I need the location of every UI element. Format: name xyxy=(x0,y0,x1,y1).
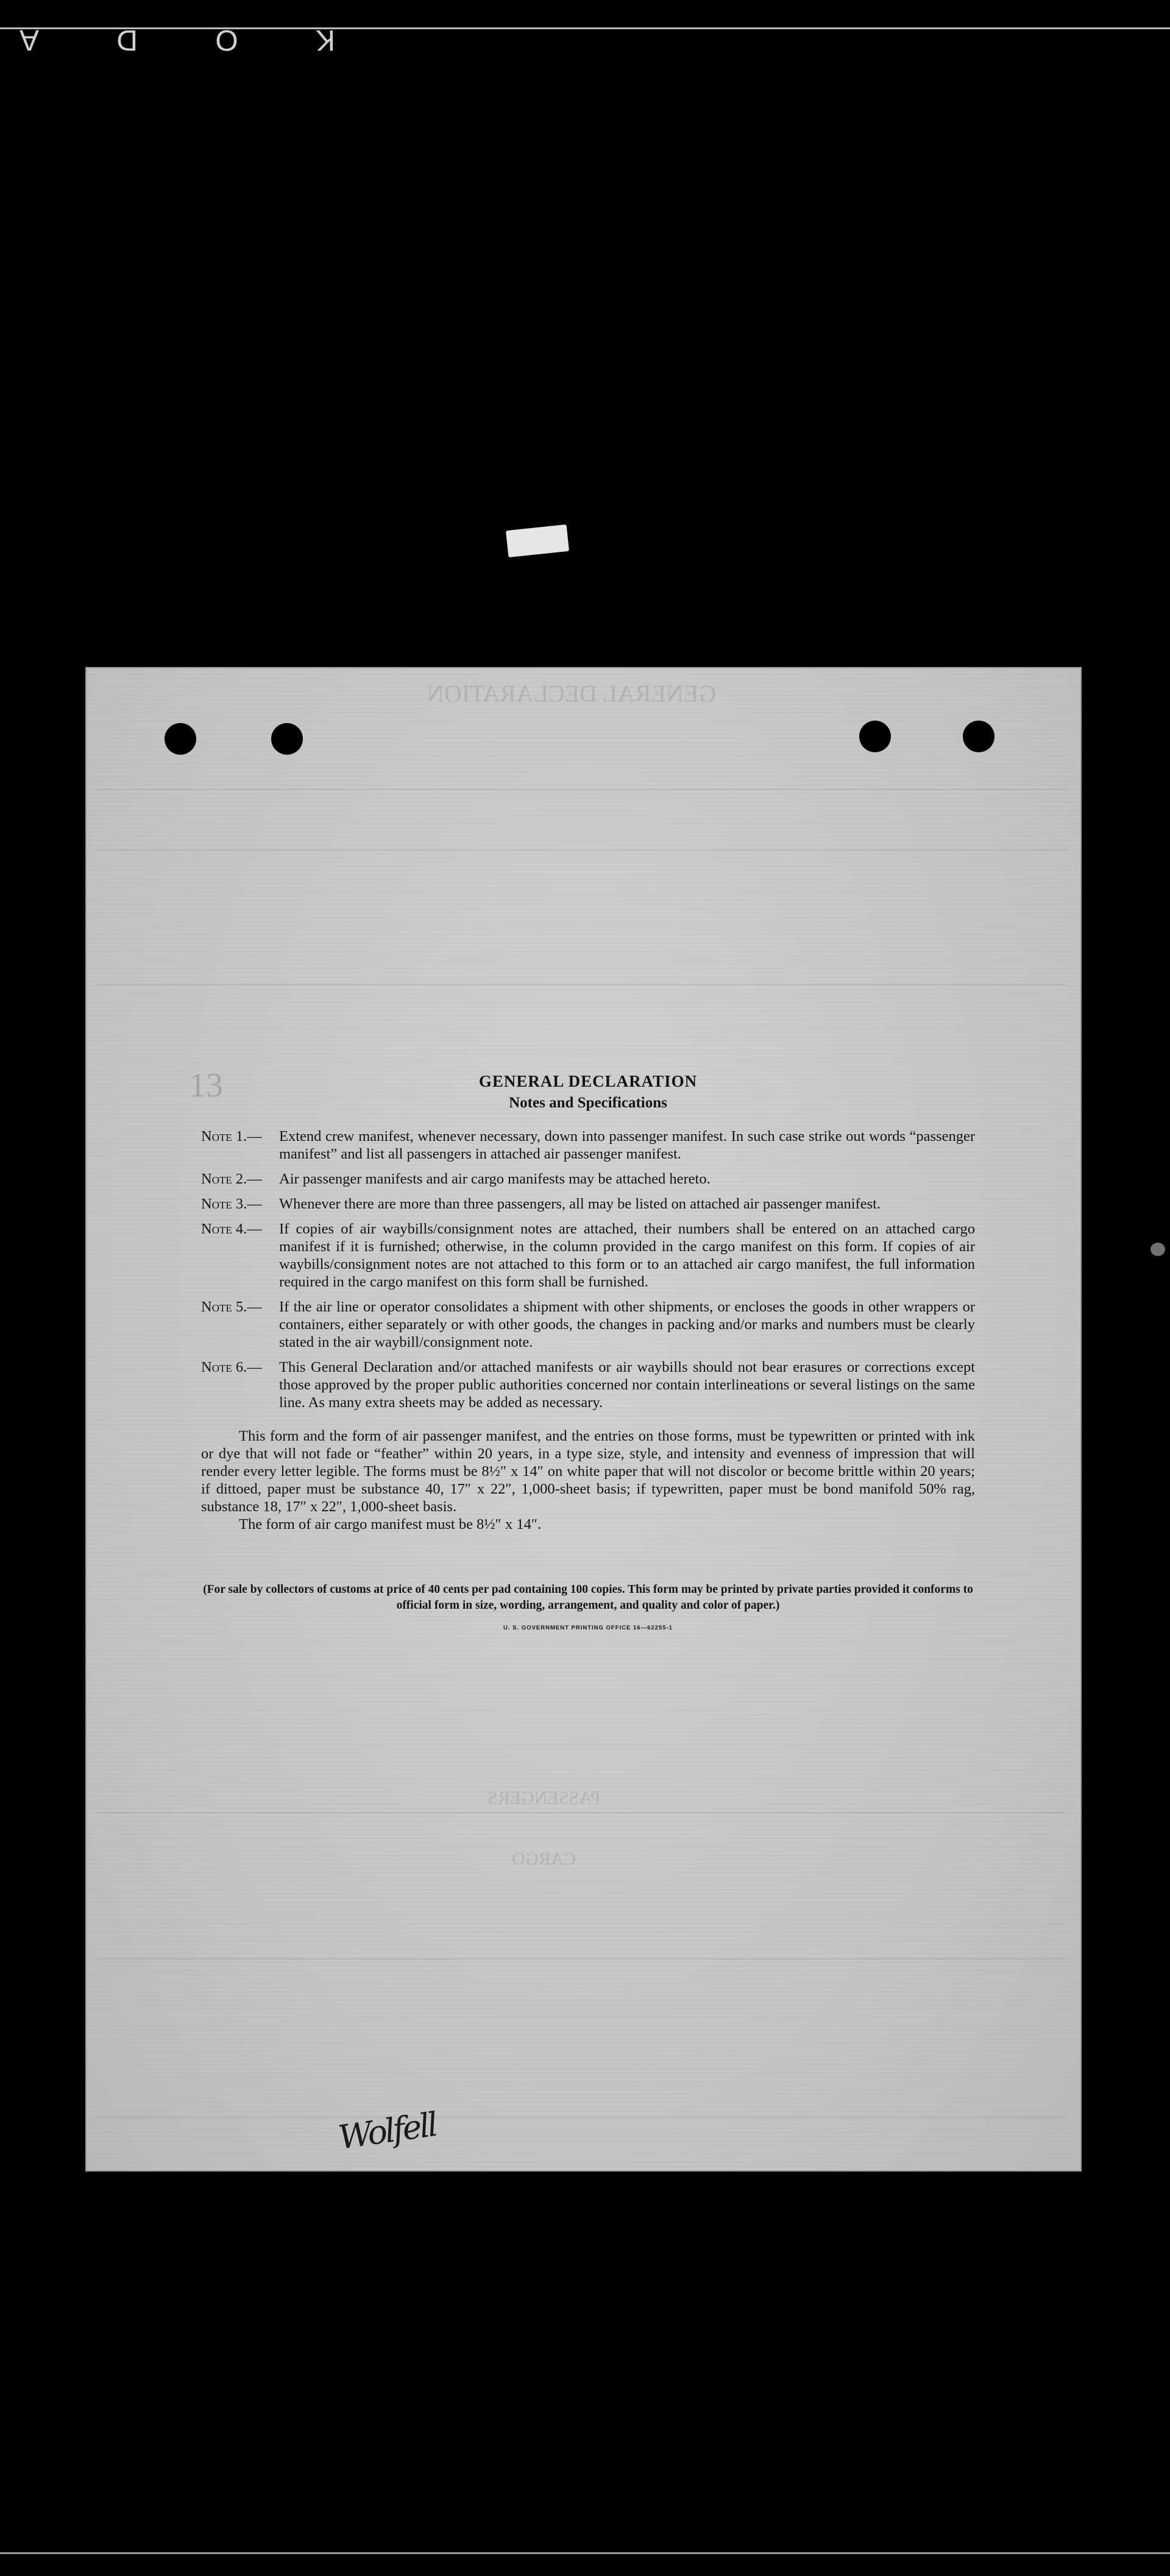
document-subtitle: Notes and Specifications xyxy=(509,1095,667,1111)
note-label: Note 1.— xyxy=(201,1128,262,1145)
bleed-through-text: 13 xyxy=(189,1067,223,1104)
punch-hole xyxy=(963,721,994,752)
note-item xyxy=(201,1358,975,1411)
bleed-through-rule xyxy=(98,789,1066,790)
note-item xyxy=(201,1195,975,1213)
note-text: This General Declaration and/or attached manifests or air waybills should not bear erasures or corrections except those approved by the proper public authorities concerned nor contain interlineations or several listings on the same line. As many extra sheets may be added as necessary. xyxy=(279,1359,975,1411)
bleed-through-rule xyxy=(98,984,1066,985)
bleed-through-text: PASSENGERS xyxy=(488,1788,601,1808)
note-item xyxy=(201,1298,975,1351)
handwritten-signature: Wolfell xyxy=(336,2105,438,2157)
bleed-through-rule xyxy=(98,2117,1066,2118)
note-label: Note 2.— xyxy=(201,1171,262,1187)
declaration-notes xyxy=(201,1072,975,1631)
punch-hole xyxy=(271,723,303,755)
cargo-manifest-size-line: The form of air cargo manifest must be 8½″ x 14″. xyxy=(239,1516,542,1533)
bleed-through-rule xyxy=(98,1812,1066,1813)
note-item xyxy=(201,1127,975,1163)
punch-hole xyxy=(859,721,891,752)
film-letter: A xyxy=(18,24,40,56)
film-letter: O xyxy=(214,24,238,56)
film-edge-bottom xyxy=(0,2552,1170,2576)
note-item xyxy=(201,1220,975,1291)
document-title: GENERAL DECLARATION xyxy=(478,1072,698,1090)
note-text: Air passenger manifests and air cargo manifests may be attached hereto. xyxy=(279,1171,711,1187)
note-label: Note 4.— xyxy=(201,1221,262,1237)
note-text: Whenever there are more than three passengers, all may be listed on attached air passenger manifest. xyxy=(279,1196,881,1212)
note-text: If the air line or operator consolidates a shipment with other shipments, or encloses the goods in other wrappers or containers, either separately or with other goods, the changes in packing and/or marks and numbers must be clearly stated in the air waybill/consignment note. xyxy=(279,1299,975,1350)
paper-scrap xyxy=(506,524,569,557)
bleed-through-rule xyxy=(98,1958,1066,1960)
film-edge-letters xyxy=(18,23,335,57)
film-letter: K xyxy=(314,24,335,56)
film-edge-top xyxy=(0,0,1170,56)
note-label: Note 6.— xyxy=(201,1359,262,1375)
bleed-through-rule xyxy=(98,850,1066,851)
document-page xyxy=(85,667,1082,2172)
note-text: Extend crew manifest, whenever necessary, down into passenger manifest. In such case strike out words “passenger manifest” and list all passengers in attached air passenger manifest. xyxy=(279,1128,975,1162)
bleed-through-text: CARGO xyxy=(512,1849,576,1869)
note-label: Note 5.— xyxy=(201,1299,262,1315)
note-text: If copies of air waybills/consignment notes are attached, their numbers shall be entered on an attached cargo manifest if it is furnished; otherwise, in the column provided in the cargo manifest on this form. If copies of air waybills/consignment notes are not attached to this form or to an attached air cargo manifest, the full information required in the cargo manifest on this form shall be furnished. xyxy=(279,1221,975,1290)
dust-speck xyxy=(1150,1243,1165,1256)
specification-paragraph: This form and the form of air passenger manifest, and the entries on those forms, must be typewritten or printed with ink or dye that will not fade or “feather” within 20 years, in a type size, style, and intensity and evenness of impression that will render every letter legible. The forms must be 8½″ x 14″ on white paper that will not discolor or become brittle within 20 years; if dittoed, paper must be substance 40, 17″ x 22″, 1,000-sheet basis; if typewritten, paper must be bond manifold 50% rag, substance 18, 17″ x 22″, 1,000-sheet basis. xyxy=(201,1428,975,1515)
sale-notice: (For sale by collectors of customs at price of 40 cents per pad containing 100 copies. This form may be printed by private parties provided it conforms to official form in size, wording, arrangement, and quality and color of paper.) xyxy=(203,1583,973,1612)
note-item xyxy=(201,1170,975,1188)
punch-hole xyxy=(165,723,196,755)
film-letter: D xyxy=(115,24,138,56)
note-label: Note 3.— xyxy=(201,1196,262,1212)
bleed-through-text: GENERAL DECLARATION xyxy=(427,680,717,707)
printer-imprint: U. S. GOVERNMENT PRINTING OFFICE 16—62255-1 xyxy=(503,1625,673,1631)
